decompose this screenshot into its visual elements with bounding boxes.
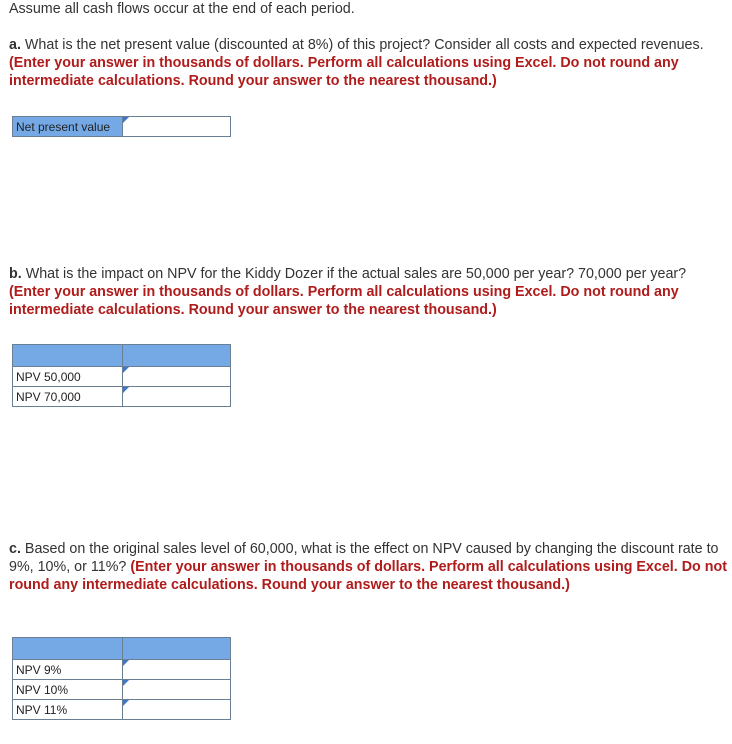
table-row [13, 117, 231, 137]
header-cell [123, 638, 231, 660]
question-c-label: c. [9, 541, 21, 557]
input-cell [123, 367, 231, 387]
npv-11-input[interactable] [126, 701, 227, 719]
input-cell [123, 117, 231, 137]
question-b [9, 265, 729, 319]
table-header-row [13, 638, 231, 660]
question-b-label: b. [9, 266, 22, 282]
input-cell [123, 680, 231, 700]
answer-table-b [12, 344, 231, 407]
row-label-npv-70000: NPV 70,000 [13, 387, 123, 407]
input-cell [123, 660, 231, 680]
question-a [9, 36, 729, 90]
row-label-npv-10: NPV 10% [13, 680, 123, 700]
question-a-label: a. [9, 37, 21, 53]
row-label-npv: Net present value [13, 117, 123, 137]
intro-text: Assume all cash flows occur at the end of each period. [9, 1, 355, 17]
header-cell [13, 345, 123, 367]
table-row [13, 700, 231, 720]
question-b-text: What is the impact on NPV for the Kiddy Dozer if the actual sales are 50,000 per year? 70,000 per year? [25, 266, 687, 282]
question-c-instruction: (Enter your answer in thousands of dollars. Perform all calculations using Excel. Do not round any intermediate calculations. Round your answer to the nearest thousand.) [9, 559, 727, 593]
row-label-npv-9: NPV 9% [13, 660, 123, 680]
header-cell [123, 345, 231, 367]
header-cell [13, 638, 123, 660]
question-c-text: Based on the original sales level of 60,000, what is the effect on NPV caused by changing the discount rate to 9%, 10%, or 11%? [9, 541, 719, 575]
answer-table-c [12, 637, 231, 720]
input-cell [123, 700, 231, 720]
table-header-row [13, 345, 231, 367]
question-a-instruction: (Enter your answer in thousands of dollars. Perform all calculations using Excel. Do not round any intermediate calculations. Round your answer to the nearest thousand.) [9, 55, 679, 89]
answer-table-a [12, 116, 231, 137]
question-a-text: What is the net present value (discounted at 8%) of this project? Consider all costs and expected revenues. [24, 37, 704, 53]
npv-50000-input[interactable] [126, 368, 227, 386]
npv-9-input[interactable] [126, 661, 227, 679]
table-row [13, 387, 231, 407]
npv-10-input[interactable] [126, 681, 227, 699]
npv-input[interactable] [126, 118, 227, 136]
row-label-npv-11: NPV 11% [13, 700, 123, 720]
input-cell [123, 387, 231, 407]
row-label-npv-50000: NPV 50,000 [13, 367, 123, 387]
table-row [13, 680, 231, 700]
table-row [13, 660, 231, 680]
npv-70000-input[interactable] [126, 388, 227, 406]
question-c [9, 540, 729, 594]
table-row [13, 367, 231, 387]
question-b-instruction: (Enter your answer in thousands of dollars. Perform all calculations using Excel. Do not round any intermediate calculations. Round your answer to the nearest thousand.) [9, 284, 679, 318]
